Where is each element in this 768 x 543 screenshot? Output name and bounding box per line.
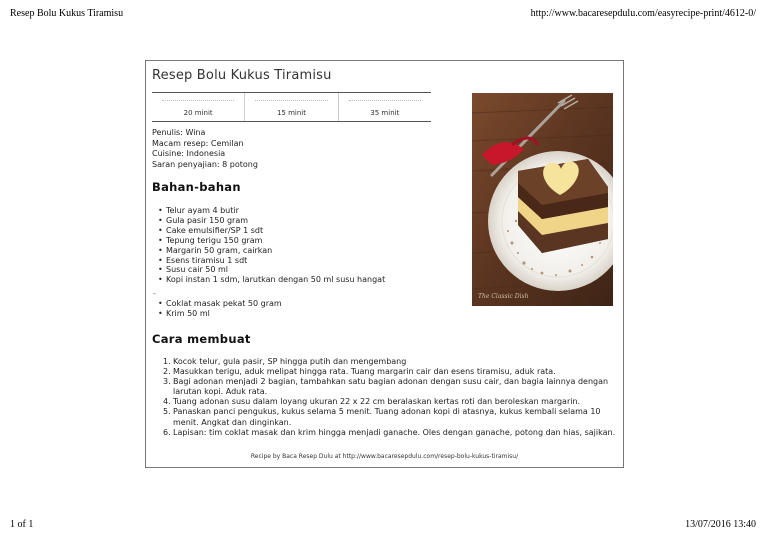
step-number: 1. xyxy=(163,357,171,366)
ingredients-list xyxy=(166,206,385,285)
recipe-author: Penulis: Wina xyxy=(152,128,206,137)
list-item xyxy=(163,428,619,438)
step-number: 4. xyxy=(163,397,171,407)
cook-time xyxy=(245,93,338,121)
recipe-credit: Recipe by Baca Resep Dulu at http://www.bacaresepdulu.com/resep-bolu-kukus-tiramisu/ xyxy=(250,453,519,460)
svg-text:The Classic Dish: The Classic Dish xyxy=(478,293,529,300)
list-item: • Tepung terigu 150 gram xyxy=(166,236,385,246)
step-text: Masukkan terigu, aduk melipat hingga rata. Tuang margarin cair dan esens tiramisu, aduk rata. xyxy=(173,367,556,377)
step-text: Tuang adonan susu dalam loyang ukuran 22 x 22 cm beralaskan kertas roti dan beroleskan margarin. xyxy=(173,397,581,407)
step-text: Kocok telur, gula pasir, SP hingga putih dan mengembang xyxy=(173,357,407,366)
list-item: • Margarin 50 gram, cairkan xyxy=(166,246,385,256)
list-item: • Coklat masak pekat 50 gram xyxy=(166,299,282,309)
steps-heading: Cara membuat xyxy=(152,332,251,346)
list-item: • Cake emulsifier/SP 1 sdt xyxy=(166,226,385,236)
list-item: • Esens tiramisu 1 sdt xyxy=(166,256,385,266)
recipe-cuisine: Cuisine: Indonesia xyxy=(152,149,226,158)
recipe-type: Macam resep: Cemilan xyxy=(152,138,244,148)
recipe-meta xyxy=(152,128,258,170)
list-item: • Kopi instan 1 sdm, larutkan dengan 50 ml susu hangat xyxy=(166,275,385,285)
prep-time xyxy=(152,93,245,121)
recipe-card xyxy=(145,60,624,468)
print-footer-datetime: 13/07/2016 13:40 xyxy=(685,519,756,530)
total-time xyxy=(339,93,431,121)
list-item xyxy=(163,397,619,407)
prep-time-value: 20 minit xyxy=(183,109,213,117)
step-number: 5. xyxy=(163,407,171,417)
list-item xyxy=(163,357,619,367)
list-item: • Krim 50 ml xyxy=(166,309,282,319)
recipe-times xyxy=(152,92,431,122)
step-text: Panaskan panci pengukus, kukus selama 5 menit. Tuang adonan kopi di atasnya, kukus kembali selama 10 menit. Angkat dan dinginkan. xyxy=(173,407,601,427)
step-number: 2. xyxy=(163,367,171,377)
ingredients-heading: Bahan-bahan xyxy=(152,180,241,194)
list-item xyxy=(163,367,619,377)
print-header-title: Resep Bolu Kukus Tiramisu xyxy=(10,8,124,19)
list-item: • Susu cair 50 ml xyxy=(166,265,385,275)
list-item: • Gula pasir 150 gram xyxy=(166,216,385,226)
cook-time-value: 15 minit xyxy=(276,109,306,117)
steps-list xyxy=(163,357,619,438)
step-number: 3. xyxy=(163,377,171,387)
step-text: Lapisan: tim coklat masak dan krim hingga menjadi ganache. Oles dengan ganache, potong dan hias, sajikan. xyxy=(173,427,616,437)
total-time-value: 35 minit xyxy=(370,109,400,117)
recipe-title: Resep Bolu Kukus Tiramisu xyxy=(152,68,332,83)
step-number: 6. xyxy=(163,427,171,437)
recipe-photo xyxy=(472,93,613,306)
print-footer-page: 1 of 1 xyxy=(10,519,34,530)
print-header-url: http://www.bacaresepdulu.com/easyrecipe-print/4612-0/ xyxy=(530,8,756,19)
list-item xyxy=(163,377,619,397)
list-item: • Telur ayam 4 butir xyxy=(166,206,385,216)
step-text: Bagi adonan menjadi 2 bagian, tambahkan satu bagian adonan dengan susu cair, dan bagia lainnya dengan larutan kopi. Aduk rata. xyxy=(173,377,609,397)
ingredients-list-extra xyxy=(166,299,282,319)
ingredients-separator: - xyxy=(153,289,156,298)
recipe-serves: Saran penyajian: 8 potong xyxy=(152,159,258,169)
list-item xyxy=(163,407,619,427)
